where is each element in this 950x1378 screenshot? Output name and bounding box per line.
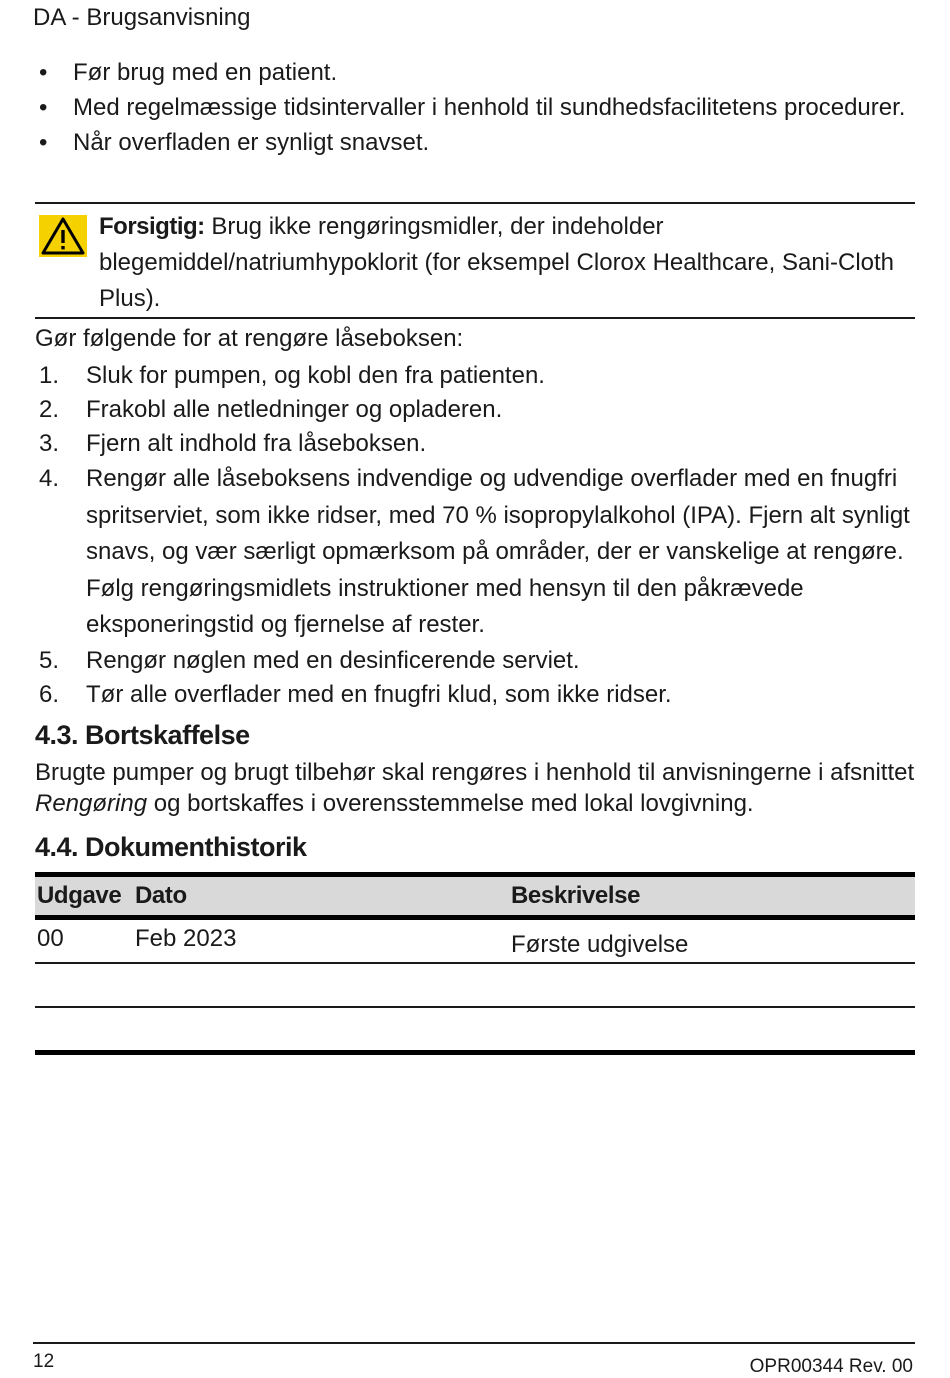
document-history-table: [35, 872, 915, 1055]
list-item: 4. Rengør alle låseboksens indvendige og udvendige overflader med en fnugfri spritserviet, som ikke ridser, med 70 % isopropylalkohol (IPA). Fjern alt synligt snavs, og vær særligt opmærksom på områder, der er vanskelige at rengøre. Følg rengøringsmidlets instruktioner med hensyn til den påkrævede eksponeringstid og fjernelse af rester.: [39, 465, 910, 638]
list-item: 5. Rengør nøglen med en desinficerende serviet.: [39, 646, 580, 674]
column-header: Dato: [135, 882, 187, 909]
table-row: [35, 920, 915, 964]
document-reference: OPR00344 Rev. 00: [749, 1356, 913, 1377]
cleaning-intro: Gør følgende for at rengøre låseboksen:: [35, 325, 464, 352]
list-item: 6. Tør alle overflader med en fnugfri klud, som ikke ridser.: [39, 680, 672, 708]
warning-triangle-icon: [39, 215, 87, 257]
section-heading-history: 4.4. Dokumenthistorik: [35, 832, 307, 862]
table-header: [35, 872, 915, 920]
table-row: [35, 1008, 915, 1055]
list-item: 2. Frakobl alle netledninger og opladeren.: [39, 396, 503, 423]
footer-divider: [33, 1342, 915, 1344]
list-item: 3. Fjern alt indhold fra låseboksen.: [39, 430, 427, 457]
cross-reference: Rengøring: [35, 790, 148, 817]
caution-message: Brug ikke rengøringsmidler, der indeholder blegemiddel/natriumhypoklorit (for eksempel Clorox Healthcare, Sani-Cloth Plus).: [99, 213, 895, 312]
list-item: 1. Sluk for pumpen, og kobl den fra patienten.: [39, 362, 545, 389]
disposal-paragraph: Brugte pumper og brugt tilbehør skal rengøres i henhold til anvisningerne i afsnittet Rengøring og bortskaffes i overensstemmelse med lokal lovgivning.: [35, 759, 915, 817]
list-item: • Når overfladen er synligt snavset.: [35, 125, 915, 160]
list-item: • Før brug med en patient.: [35, 55, 915, 90]
cleaning-occasions-list: [35, 55, 915, 160]
column-header: Beskrivelse: [511, 882, 641, 909]
table-row: [35, 964, 915, 1008]
caution-label: Forsigtig:: [99, 213, 205, 240]
caution-text: [99, 209, 899, 317]
table-cell: Feb 2023: [135, 925, 237, 952]
cleaning-steps-list: [35, 359, 915, 712]
page-number: 12: [33, 1351, 55, 1372]
bullet-icon: •: [39, 94, 48, 121]
caution-box: [35, 202, 915, 319]
running-header: DA - Brugsanvisning: [33, 4, 251, 31]
column-header: Udgave: [37, 882, 122, 909]
section-heading-disposal: 4.3. Bortskaffelse: [35, 720, 250, 750]
list-item: • Med regelmæssige tidsintervaller i henhold til sundhedsfacilitetens procedurer.: [35, 90, 915, 125]
table-cell: 00: [37, 925, 64, 952]
bullet-icon: •: [39, 129, 48, 156]
bullet-icon: •: [39, 59, 48, 86]
table-cell: Første udgivelse: [511, 931, 689, 958]
